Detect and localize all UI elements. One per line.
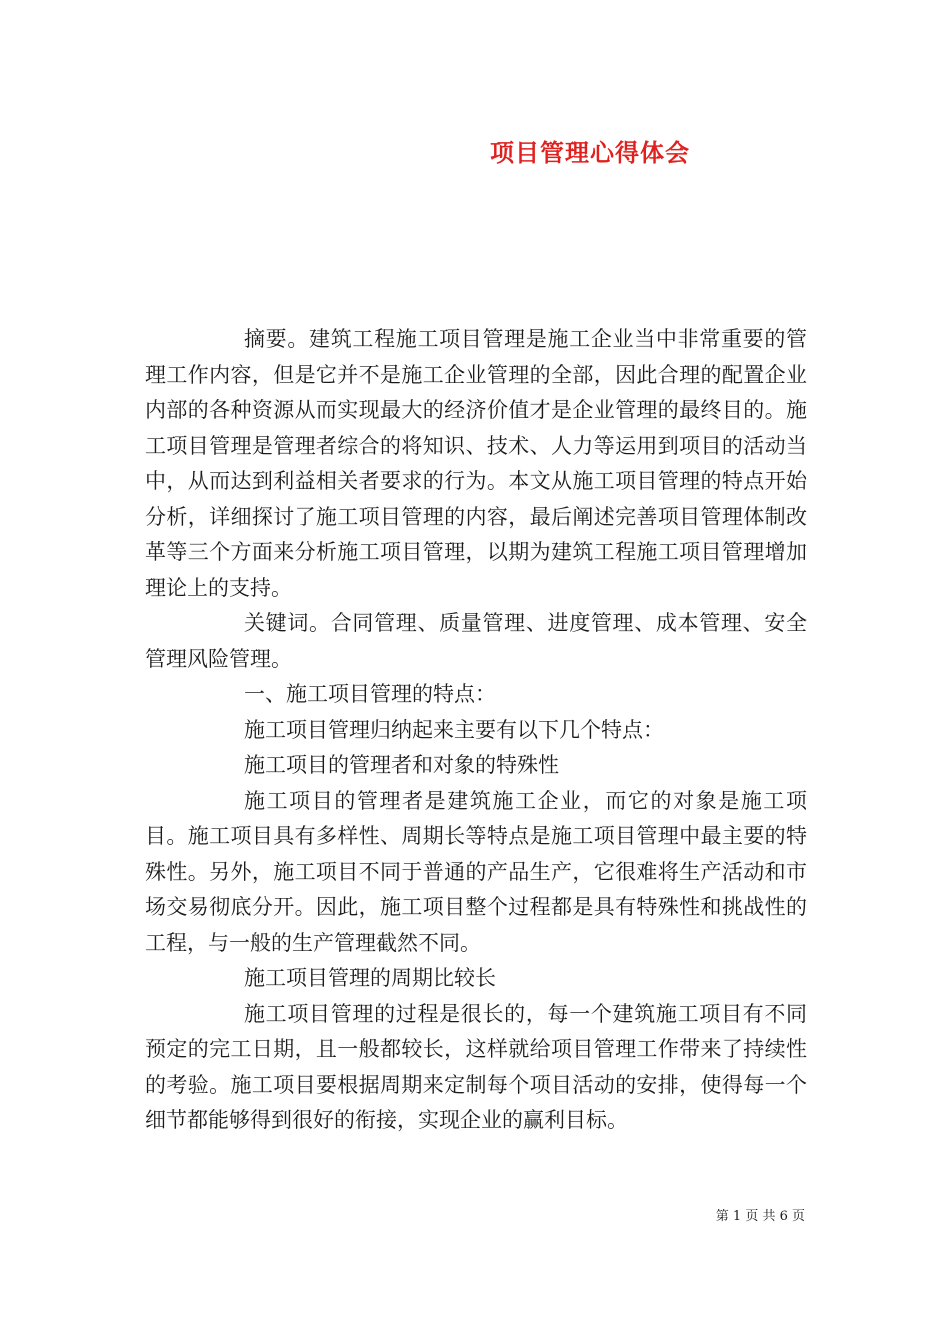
abstract-paragraph: 摘要。建筑工程施工项目管理是施工企业当中非常重要的管理工作内容，但是它并不是施工企业管理的全部，因此合理的配置企业内部的各种资源从而实现最大的经济价值才是企业管理的最终目的。施工项目管理是管理者综合的将知识、技术、人力等运用到项目的活动当中，从而达到利益相关者要求的行为。本文从施工项目管理的特点开始分析，详细探讨了施工项目管理的内容，最后阐述完善项目管理体制改革等三个方面来分析施工项目管理，以期为建筑工程施工项目管理增加理论上的支持。	[145, 327, 807, 600]
body-paragraph-1: 施工项目的管理者是建筑施工企业，而它的对象是施工项目。施工项目具有多样性、周期长等特点是施工项目管理中最主要的特殊性。另外，施工项目不同于普通的产品生产，它很难将生产活动和市场交易彻底分开。因此，施工项目整个过程都是具有特殊性和挑战性的工程，与一般的生产管理截然不同。	[145, 788, 807, 955]
body-paragraph-2: 施工项目管理的过程是很长的，每一个建筑施工项目有不同预定的完工日期，且一般都较长，这样就给项目管理工作带来了持续性的考验。施工项目要根据周期来定制每个项目活动的安排，使得每一个细节都能够得到很好的衔接，实现企业的赢利目标。	[145, 1001, 807, 1132]
section-heading: 一、施工项目管理的特点：	[244, 682, 496, 706]
page-title: 项目管理心得体会	[490, 138, 690, 167]
intro-paragraph: 施工项目管理归纳起来主要有以下几个特点：	[244, 717, 664, 742]
subheading-2: 施工项目管理的周期比较长	[244, 966, 496, 990]
page-number: 第 1 页 共 6 页	[715, 1209, 805, 1224]
subheading-1: 施工项目的管理者和对象的特殊性	[244, 753, 559, 777]
keywords-paragraph: 关键词。合同管理、质量管理、进度管理、成本管理、安全管理风险管理。	[145, 611, 807, 671]
document-body	[145, 322, 807, 1139]
